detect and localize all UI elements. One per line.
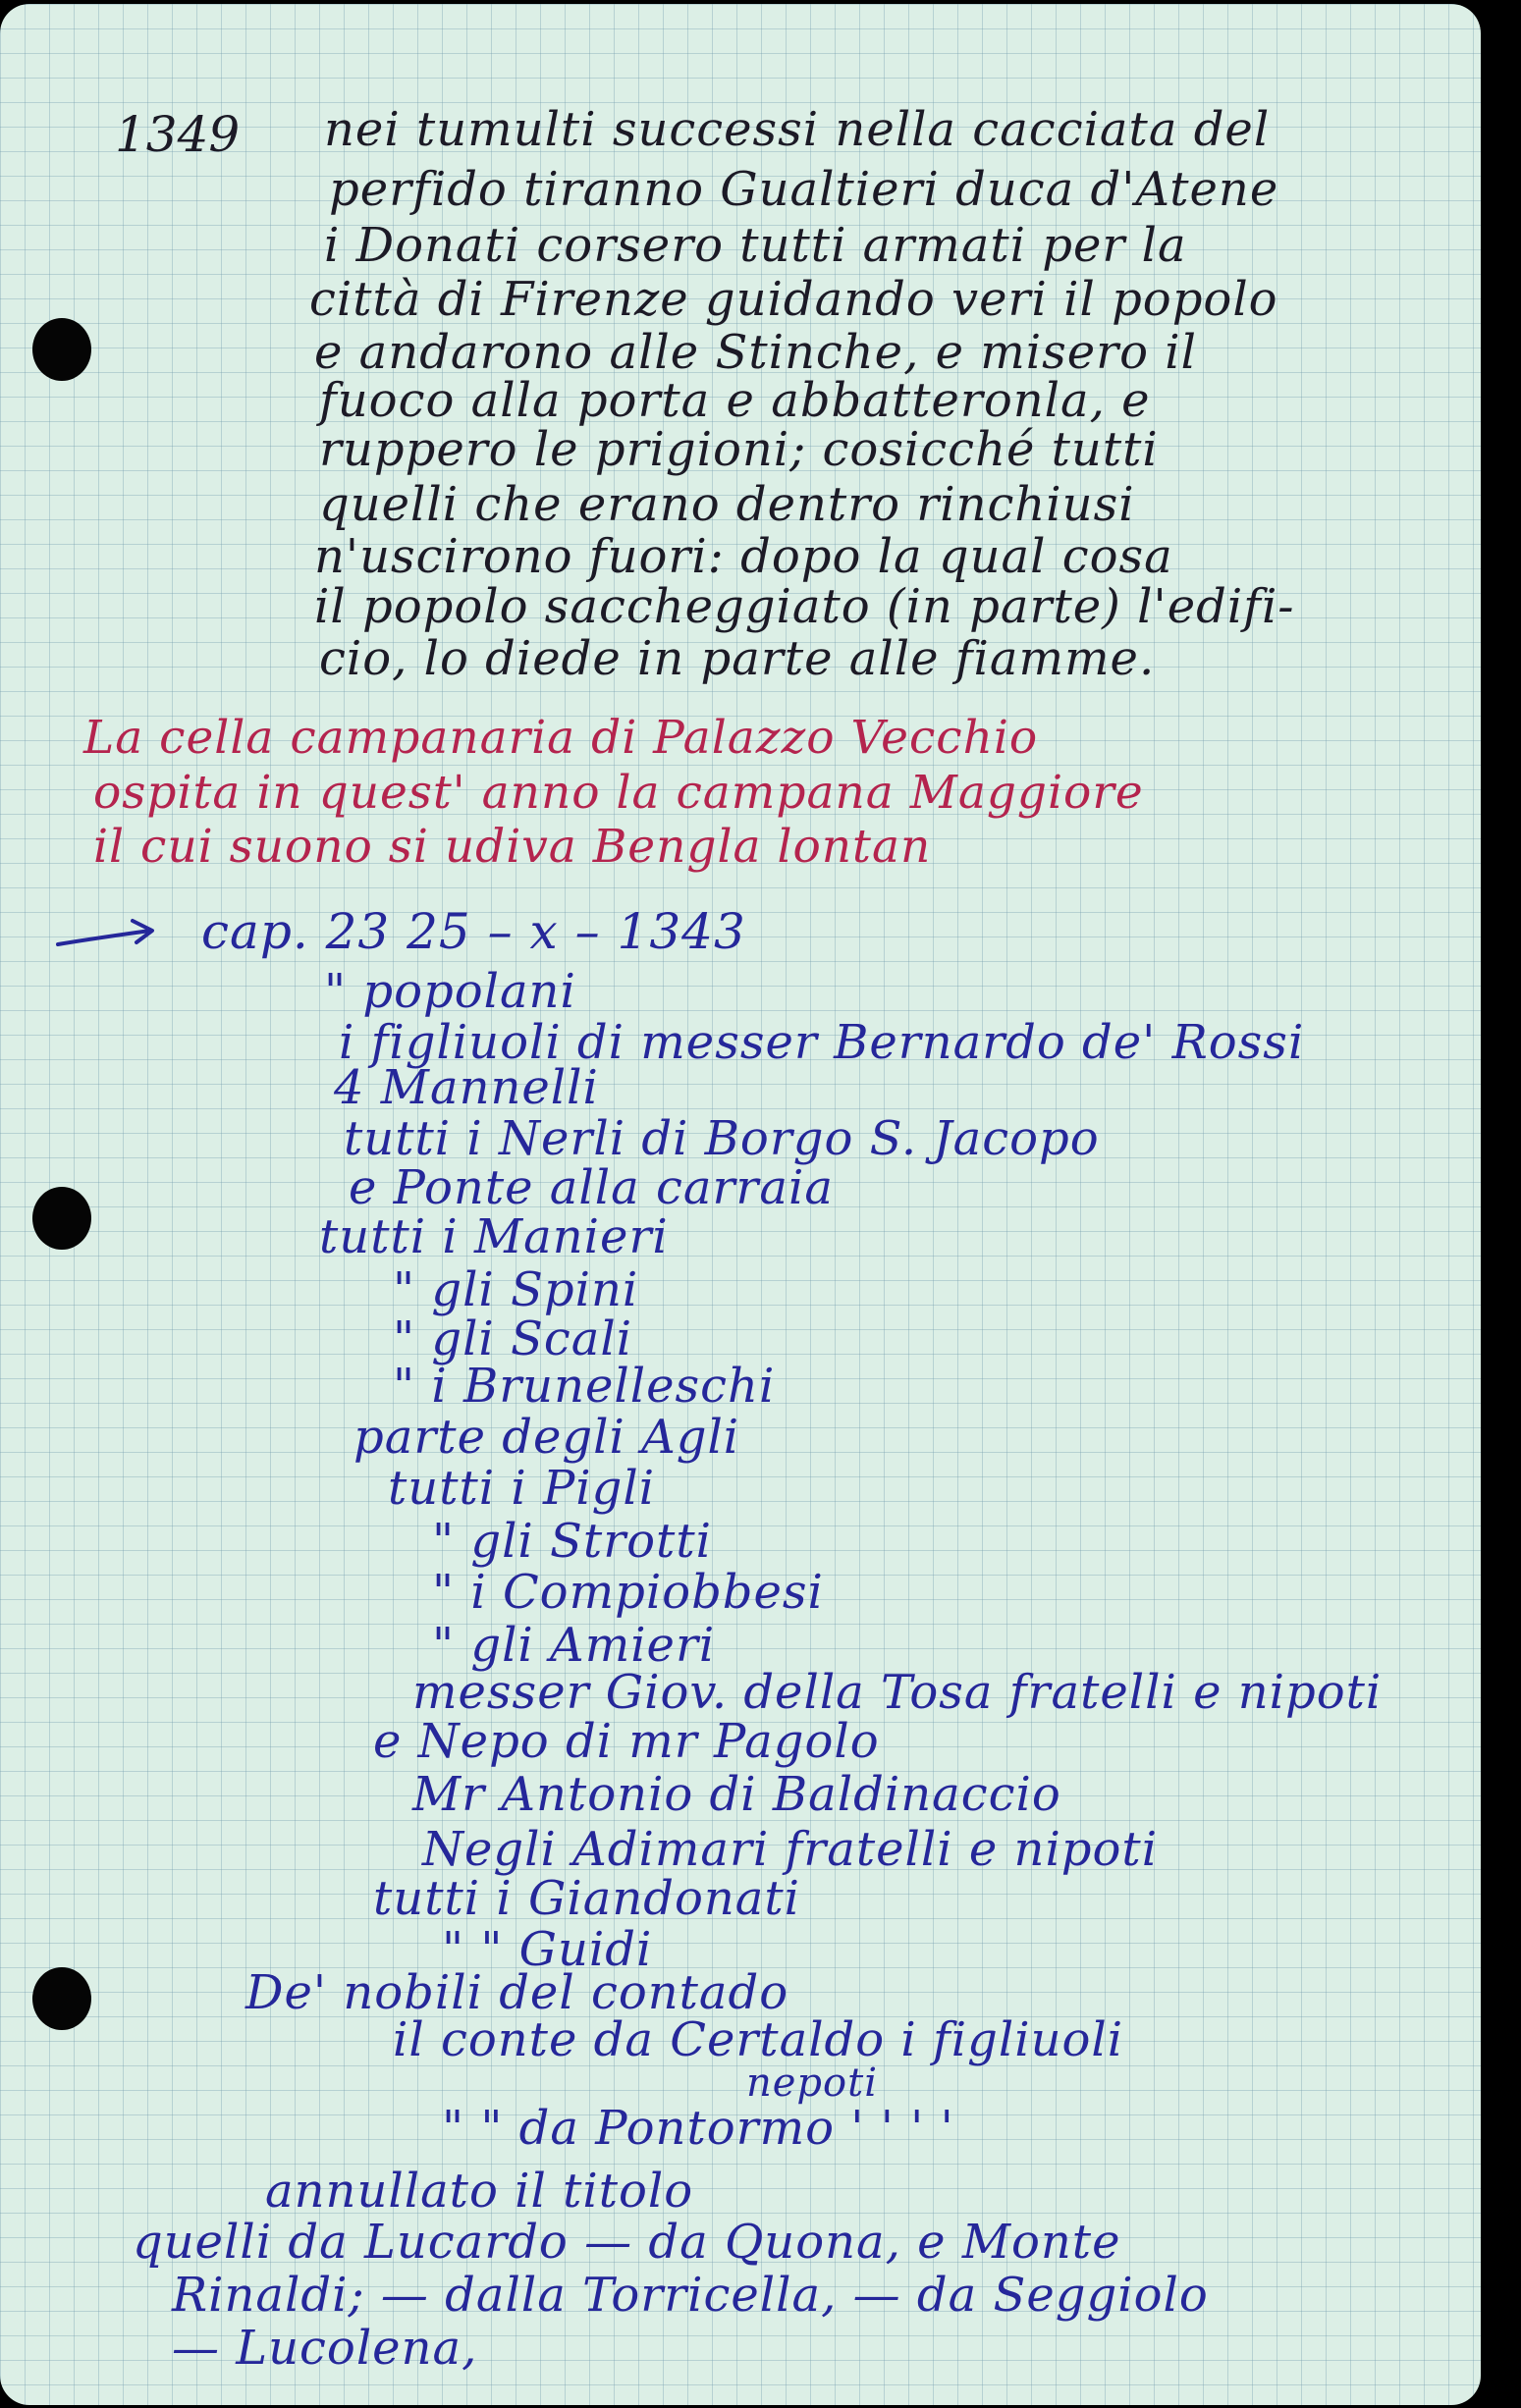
blue-line-12: " gli Strotti: [432, 1514, 712, 1569]
blue-line-15: messer Giov. della Tosa fratelli e nipoti: [412, 1665, 1383, 1720]
blue-line-23: nepoti: [746, 2060, 878, 2106]
black-line-9: n'uscirono fuori: dopo la qual cosa: [314, 529, 1173, 584]
red-line-3: il cui suono si udiva Bengla lontan: [93, 820, 932, 874]
blue-line-7: " gli Spini: [393, 1262, 639, 1317]
blue-line-1: " popolani: [324, 964, 576, 1019]
blue-line-26: quelli da Lucardo — da Quona, e Monte: [133, 2215, 1121, 2270]
blue-line-25: annullato il titolo: [265, 2164, 694, 2219]
blue-line-28: — Lucolena,: [172, 2321, 478, 2376]
blue-line-24: " " da Pontormo ' ' ' ': [442, 2101, 954, 2156]
black-line-5: e andarono alle Stinche, e misero il: [314, 325, 1197, 380]
black-line-2: perfido tiranno Gualtieri duca d'Atene: [329, 162, 1279, 217]
blue-line-27: Rinaldi; — dalla Torricella, — da Seggiolo: [172, 2268, 1209, 2323]
blue-line-8: " gli Scali: [393, 1311, 633, 1366]
black-line-4: città di Firenze guidando veri il popolo: [309, 272, 1278, 327]
blue-line-14: " gli Amieri: [432, 1618, 716, 1673]
blue-line-20: " " Guidi: [442, 1922, 653, 1977]
blue-line-2: i figliuoli di messer Bernardo de' Rossi: [339, 1015, 1305, 1070]
arrow-icon: [54, 917, 162, 956]
black-line-7: ruppero le prigioni; cosicché tutti: [319, 422, 1159, 477]
blue-line-16: e Nepo di mr Pagolo: [373, 1714, 880, 1769]
notebook-page: [0, 4, 1481, 2405]
blue-line-17: Mr Antonio di Baldinaccio: [412, 1767, 1061, 1822]
blue-line-3: 4 Mannelli: [334, 1060, 599, 1115]
black-line-6: fuoco alla porta e abbatteronla, e: [319, 373, 1151, 428]
blue-line-19: tutti i Giandonati: [373, 1871, 801, 1926]
blue-line-10: parte degli Agli: [353, 1410, 740, 1465]
blue-line-9: " i Brunelleschi: [393, 1359, 776, 1414]
blue-line-4: tutti i Nerli di Borgo S. Jacopo: [344, 1111, 1100, 1166]
chapter-heading: cap. 23 25 – x – 1343: [201, 903, 746, 960]
black-line-3: i Donati corsero tutti armati per la: [324, 218, 1187, 273]
black-line-1: nei tumulti successi nella cacciata del: [324, 102, 1271, 157]
blue-line-11: tutti i Pigli: [388, 1461, 656, 1516]
black-line-8: quelli che erano dentro rinchiusi: [319, 477, 1135, 532]
blue-line-21: De' nobili del contado: [245, 1965, 789, 2020]
red-line-2: ospita in quest' anno la campana Maggiore: [93, 766, 1144, 820]
black-line-10: il popolo saccheggiato (in parte) l'edifi-: [314, 579, 1295, 634]
binder-hole-top: [32, 318, 91, 381]
blue-line-22: il conte da Certaldo i figliuoli: [393, 2012, 1124, 2067]
red-line-1: La cella campanaria di Palazzo Vecchio: [83, 711, 1039, 765]
black-line-11: cio, lo diede in parte alle fiamme.: [319, 631, 1156, 686]
blue-line-5: e Ponte alla carraia: [349, 1160, 834, 1215]
binder-hole-bottom: [32, 1967, 91, 2030]
blue-line-13: " i Compiobbesi: [432, 1565, 824, 1620]
year-margin-label: 1349: [115, 106, 241, 163]
blue-line-6: tutti i Manieri: [319, 1209, 669, 1264]
binder-hole-middle: [32, 1187, 91, 1250]
blue-line-18: Negli Adimari fratelli e nipoti: [422, 1822, 1159, 1877]
